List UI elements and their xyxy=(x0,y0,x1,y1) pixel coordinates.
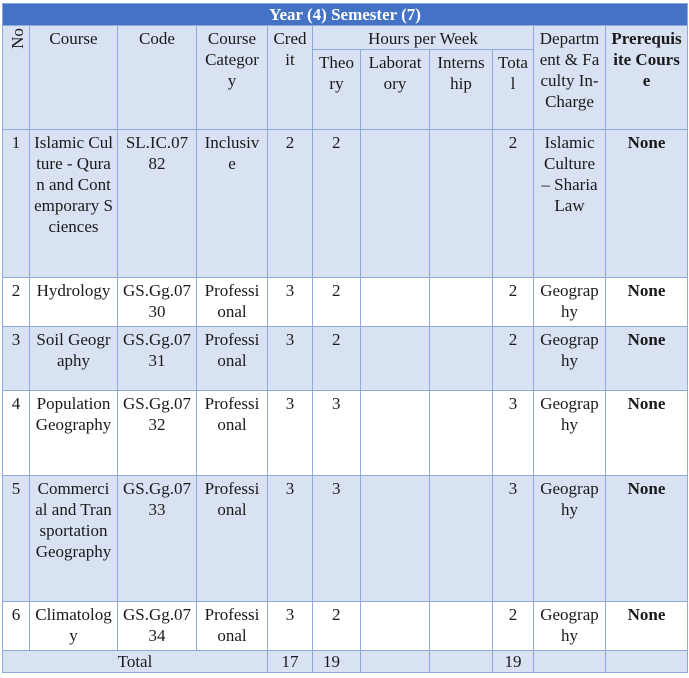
row-course: Soil Geography xyxy=(30,327,118,391)
row-no: 3 xyxy=(3,327,30,391)
row-total: 2 xyxy=(493,278,534,327)
row-code: GS.Gg.0732 xyxy=(118,391,197,476)
semester-course-table xyxy=(2,3,688,673)
header-no xyxy=(3,26,30,130)
row-total: 2 xyxy=(493,327,534,391)
table-row xyxy=(3,476,688,602)
totals-internship xyxy=(430,651,493,673)
row-laboratory xyxy=(361,476,430,602)
row-total: 3 xyxy=(493,391,534,476)
row-no: 4 xyxy=(3,391,30,476)
totals-credit: 17 xyxy=(268,651,313,673)
row-prerequisite: None xyxy=(606,602,688,651)
row-category: Professional xyxy=(197,602,268,651)
totals-department xyxy=(534,651,606,673)
row-prerequisite: None xyxy=(606,278,688,327)
row-credit: 3 xyxy=(268,391,313,476)
header-hours-per-week: Hours per Week xyxy=(313,26,534,50)
row-internship xyxy=(430,476,493,602)
header-prerequisite: Prerequisite Course xyxy=(606,26,688,130)
row-no: 1 xyxy=(3,130,30,278)
table-row xyxy=(3,327,688,391)
row-total: 2 xyxy=(493,130,534,278)
row-department: Geography xyxy=(534,476,606,602)
row-theory: 2 xyxy=(313,327,361,391)
row-department: Geography xyxy=(534,278,606,327)
totals-total: 19 xyxy=(493,651,534,673)
row-course: Islamic Culture - Quran and Contemporary Sciences xyxy=(30,130,118,278)
row-category: Professional xyxy=(197,278,268,327)
row-laboratory xyxy=(361,391,430,476)
row-laboratory xyxy=(361,602,430,651)
row-theory: 2 xyxy=(313,278,361,327)
header-code: Code xyxy=(118,26,197,130)
header-category: Course Category xyxy=(197,26,268,130)
totals-theory: 19 xyxy=(313,651,361,673)
row-theory: 3 xyxy=(313,391,361,476)
row-credit: 3 xyxy=(268,476,313,602)
row-department: Geography xyxy=(534,391,606,476)
totals-row xyxy=(3,651,688,673)
table-row xyxy=(3,602,688,651)
row-laboratory xyxy=(361,130,430,278)
row-credit: 3 xyxy=(268,278,313,327)
header-total: Total xyxy=(493,50,534,130)
row-theory: 3 xyxy=(313,476,361,602)
row-internship xyxy=(430,327,493,391)
header-internship: Internship xyxy=(430,50,493,130)
row-code: GS.Gg.0733 xyxy=(118,476,197,602)
row-department: Geography xyxy=(534,327,606,391)
row-department: Geography xyxy=(534,602,606,651)
row-internship xyxy=(430,130,493,278)
row-code: SL.IC.0782 xyxy=(118,130,197,278)
row-category: Professional xyxy=(197,391,268,476)
row-total: 2 xyxy=(493,602,534,651)
row-laboratory xyxy=(361,327,430,391)
header-department: Department & Faculty In-Charge xyxy=(534,26,606,130)
header-no-label: No xyxy=(7,28,27,49)
row-prerequisite: None xyxy=(606,391,688,476)
row-no: 6 xyxy=(3,602,30,651)
table-row xyxy=(3,130,688,278)
row-department: Islamic Culture – Sharia Law xyxy=(534,130,606,278)
row-internship xyxy=(430,391,493,476)
totals-laboratory xyxy=(361,651,430,673)
table-row xyxy=(3,278,688,327)
row-code: GS.Gg.0734 xyxy=(118,602,197,651)
row-prerequisite: None xyxy=(606,130,688,278)
row-course: Climatology xyxy=(30,602,118,651)
row-credit: 3 xyxy=(268,602,313,651)
row-internship xyxy=(430,602,493,651)
row-code: GS.Gg.0731 xyxy=(118,327,197,391)
row-category: Professional xyxy=(197,327,268,391)
row-course: Hydrology xyxy=(30,278,118,327)
header-laboratory: Laboratory xyxy=(361,50,430,130)
totals-label: Total xyxy=(3,651,268,673)
row-no: 5 xyxy=(3,476,30,602)
row-prerequisite: None xyxy=(606,327,688,391)
row-code: GS.Gg.0730 xyxy=(118,278,197,327)
row-total: 3 xyxy=(493,476,534,602)
row-theory: 2 xyxy=(313,602,361,651)
row-no: 2 xyxy=(3,278,30,327)
table-row xyxy=(3,391,688,476)
header-theory: Theory xyxy=(313,50,361,130)
table-title: Year (4) Semester (7) xyxy=(3,4,688,26)
row-credit: 3 xyxy=(268,327,313,391)
row-theory: 2 xyxy=(313,130,361,278)
totals-prerequisite xyxy=(606,651,688,673)
row-laboratory xyxy=(361,278,430,327)
row-category: Professional xyxy=(197,476,268,602)
row-course: Commercial and Transportation Geography xyxy=(30,476,118,602)
header-credit: Credit xyxy=(268,26,313,130)
row-course: Population Geography xyxy=(30,391,118,476)
header-course: Course xyxy=(30,26,118,130)
row-category: Inclusive xyxy=(197,130,268,278)
row-credit: 2 xyxy=(268,130,313,278)
row-internship xyxy=(430,278,493,327)
row-prerequisite: None xyxy=(606,476,688,602)
